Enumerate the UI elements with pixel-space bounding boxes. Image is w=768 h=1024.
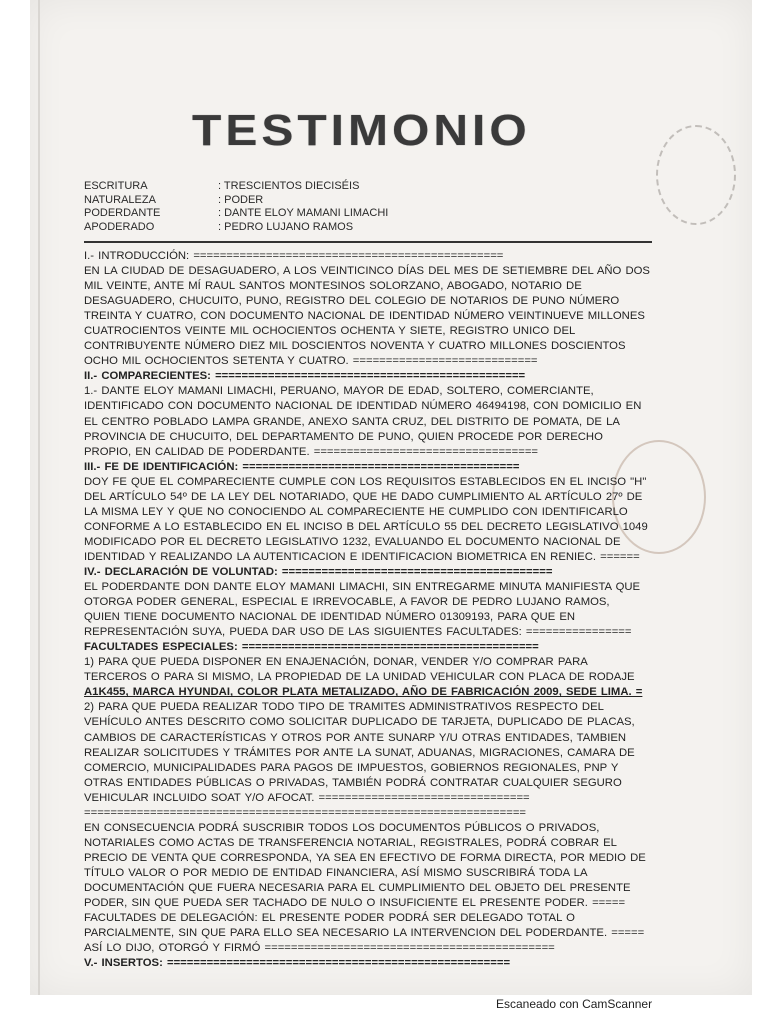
body-line: IDENTIFICADO CON DOCUMENTO NACIONAL DE IDENTIDAD NÚMERO 46494198, CON DOMICILIO EN [84,400,642,413]
body-line: 1) PARA QUE PUEDA DISPONER EN ENAJENACIÓN, DONAR, VENDER Y/O COMPRAR PARA [84,656,588,669]
header-label: APODERADO [84,220,155,233]
body-line: OCHO MIL OCHOCIENTOS SETENTA Y CUATRO. ============================ [84,355,538,368]
header-row-poderdante [84,207,388,221]
section-heading: II.- COMPARECIENTES: =============================================== [84,370,526,383]
header-value: : PODER [218,193,264,206]
body-line: MODIFICADO POR EL DECRETO LEGISLATIVO 1232, EVALUANDO EL DOCUMENTO NACIONAL DE [84,535,621,548]
body-line: EN LA CIUDAD DE DESAGUADERO, A LOS VEINTICINCO DÍAS DEL MES DE SETIEMBRE DEL AÑO DOS [84,265,650,278]
section-heading: I.- INTRODUCCIÓN: =============================================== [84,250,504,262]
body-line: NOTARIALES COMO ACTAS DE TRANSFERENCIA NOTARIAL, REGISTRALES, PODRÁ COBRAR EL [84,836,617,849]
body-line: ASÍ LO DIJO, OTORGÓ Y FIRMÓ ============================================ [84,942,555,955]
document-body [84,249,654,971]
body-line: REALIZAR SOLICITUDES Y TRÁMITES POR ANTE LA SUNAT, ADUANAS, MIGRACIONES, CAMARA DE [84,746,635,759]
body-line: DEL ARTÍCULO 54º DE LA LEY DEL NOTARIADO, QUE HE DADO CUMPLIMIENTO AL ARTÍCULO 27º DE [84,490,643,503]
header-row-escritura [84,180,388,194]
body-line: QUIEN TIENE DOCUMENTO NACIONAL DE IDENTIDAD NÚMERO 01309193, PARA QUE EN [84,611,576,624]
body-line: 1.- DANTE ELOY MAMANI LIMACHI, PERUANO, MAYOR DE EDAD, SOLTERO, COMERCIANTE, [84,385,594,398]
header-row-naturaleza [84,194,388,208]
section-heading: III.- FE DE IDENTIFICACIÓN: ========================================== [84,460,520,473]
body-line: PRECIO DE VENTA QUE CORRESPONDA, YA SEA EN EFECTIVO DE FORMA DIRECTA, POR MEDIO DE [84,851,646,864]
section-heading: IV.- DECLARACIÓN DE VOLUNTAD: ========================================= [84,565,553,578]
body-line: IDENTIDAD Y REALIZANDO LA AUTENTICACION E IDENTIFICACION BIOMETRICA EN RENIEC. ====== [84,550,640,563]
body-line: OTRAS ENTIDADES PÚBLICAS O PRIVADAS, TAMBIÉN PODRÁ CONTRATAR CUALQUIER SEGURO [84,776,622,789]
header-label: NATURALEZA [84,193,156,206]
header-row-apoderado [84,221,388,235]
body-line: MIL VEINTE, ANTE MÍ RAUL SANTOS MONTESINOS SOLORZANO, ABOGADO, NOTARIO DE [84,280,582,293]
body-line: CUATROCIENTOS VEINTE MIL OCHOCIENTOS OCHENTA Y SIETE, REGISTRO UNICO DEL [84,325,576,338]
header-label: ESCRITURA [84,180,148,192]
notary-seal-icon [656,125,736,225]
section-heading: V.- INSERTOS: ==================================================== [84,957,511,970]
body-line: =================================================================== [84,806,527,819]
body-line: PROPIO, EN CALIDAD DE PODERDANTE. ================================== [84,445,539,458]
body-line: LA MISMA LEY Y QUE NO CONOCIENDO AL COMPARECIENTE HE CUMPLIDO CON IDENTIFICARLO [84,505,628,518]
section-heading: FACULTADES ESPECIALES: ============================================= [84,641,539,654]
body-line: TÍTULO VALOR O POR MEDIO DE ENTIDAD FINANCIERA, ASÍ MISMO SUSCRIBIRÁ TODA LA [84,866,588,879]
body-line: FACULTADES DE DELEGACIÓN: EL PRESENTE PODER PODRÁ SER DELEGADO TOTAL O [84,912,575,925]
body-line: OTORGA PODER GENERAL, ESPECIAL E IRREVOCABLE, A FAVOR DE PEDRO LUJANO RAMOS, [84,596,610,609]
body-line: CONFORME A LO ESTABLECIDO EN EL INCISO B DEL ARTÍCULO 55 DEL DECRETO LEGISLATIVO 1049 [84,520,648,533]
body-line: EL CENTRO POBLADO LAMPA GRANDE, ANEXO SANTA CRUZ, DEL DISTRITO DE POMATA, DE LA [84,415,620,428]
body-line: CONTRIBUYENTE NÚMERO DIEZ MIL DOSCIENTOS NOVENTA Y CUATRO MILLONES DOSCIENTOS [84,340,626,353]
body-line: DOY FE QUE EL COMPARECIENTE CUMPLE CON LOS REQUISITOS ESTABLECIDOS EN EL INCISO "H" [84,475,647,488]
body-line: PODER, SIN QUE PUEDA SER TACHADO DE NULO O INSUFICIENTE EL PRESENTE PODER. ===== [84,897,626,910]
body-line: TREINTA Y CUATRO, CON DOCUMENTO NACIONAL DE IDENTIDAD NÚMERO VEINTINUEVE MILLONES [84,310,645,323]
page-edge [38,0,40,995]
body-line: TERCEROS O PARA SI MISMO, LA PROPIEDAD DE LA UNIDAD VEHICULAR CON PLACA DE RODAJE [84,671,635,684]
scanner-watermark: Escaneado con CamScanner [496,997,653,1011]
body-line: CAMBIOS DE CARACTERÍSTICAS Y OTROS POR ANTE SUNARP Y/U OTRAS ENTIDADES, TAMBIEN [84,731,627,744]
body-line: COMERCIO, MUNICIPALIDADES PARA PAGOS DE IMPUESTOS, GOBIERNOS REGIONALES, PNP Y [84,761,619,774]
body-line: VEHICULAR INCLUIDO SOAT Y/O AFOCAT. ================================ [84,791,530,804]
body-line: EN CONSECUENCIA PODRÁ SUSCRIBIR TODOS LOS DOCUMENTOS PÚBLICOS O PRIVADOS, [84,821,600,834]
document-header [84,180,388,234]
header-value: : TRESCIENTOS DIECISÉIS [218,180,360,192]
header-value: : DANTE ELOY MAMANI LIMACHI [218,207,389,219]
body-line: REPRESENTACIÓN SUYA, PUEDA DAR USO DE LAS SIGUIENTES FACULTADES: ================ [84,626,632,639]
body-line: 2) PARA QUE PUEDA REALIZAR TODO TIPO DE TRAMITES ADMINISTRATIVOS RESPECTO DEL [84,701,604,714]
document-title: TESTIMONIO [192,107,531,156]
header-label: PODERDANTE [84,207,161,219]
body-line: PARCIALMENTE, SIN QUE PARA ELLO SEA NECESARIO LA INTERVENCION DEL PODERDANTE. ===== [84,927,645,940]
header-divider [84,241,652,243]
header-value: : PEDRO LUJANO RAMOS [218,220,354,233]
body-line: DOCUMENTACIÓN QUE FUERA NECESARIA PARA EL CUMPLIMIENTO DEL OBJETO DEL PRESENTE [84,881,631,894]
vehicle-description: A1K455, MARCA HYUNDAI, COLOR PLATA METALIZADO, AÑO DE FABRICACIÓN 2009, SEDE LIMA. = [84,686,643,699]
body-line: EL PODERDANTE DON DANTE ELOY MAMANI LIMACHI, SIN ENTREGARME MINUTA MANIFIESTA QUE [84,581,641,594]
body-line: PROVINCIA DE CHUCUITO, DEL DEPARTAMENTO DE PUNO, QUIEN PROCEDE POR DERECHO [84,430,603,443]
body-line: DESAGUADERO, CHUCUITO, PUNO, REGISTRO DEL COLEGIO DE NOTARIOS DE PUNO NÚMERO [84,295,620,308]
body-line: VEHÍCULO ANTES DESCRITO COMO SOLICITAR DUPLICADO DE TARJETA, DUPLICADO DE PLACAS, [84,716,635,729]
